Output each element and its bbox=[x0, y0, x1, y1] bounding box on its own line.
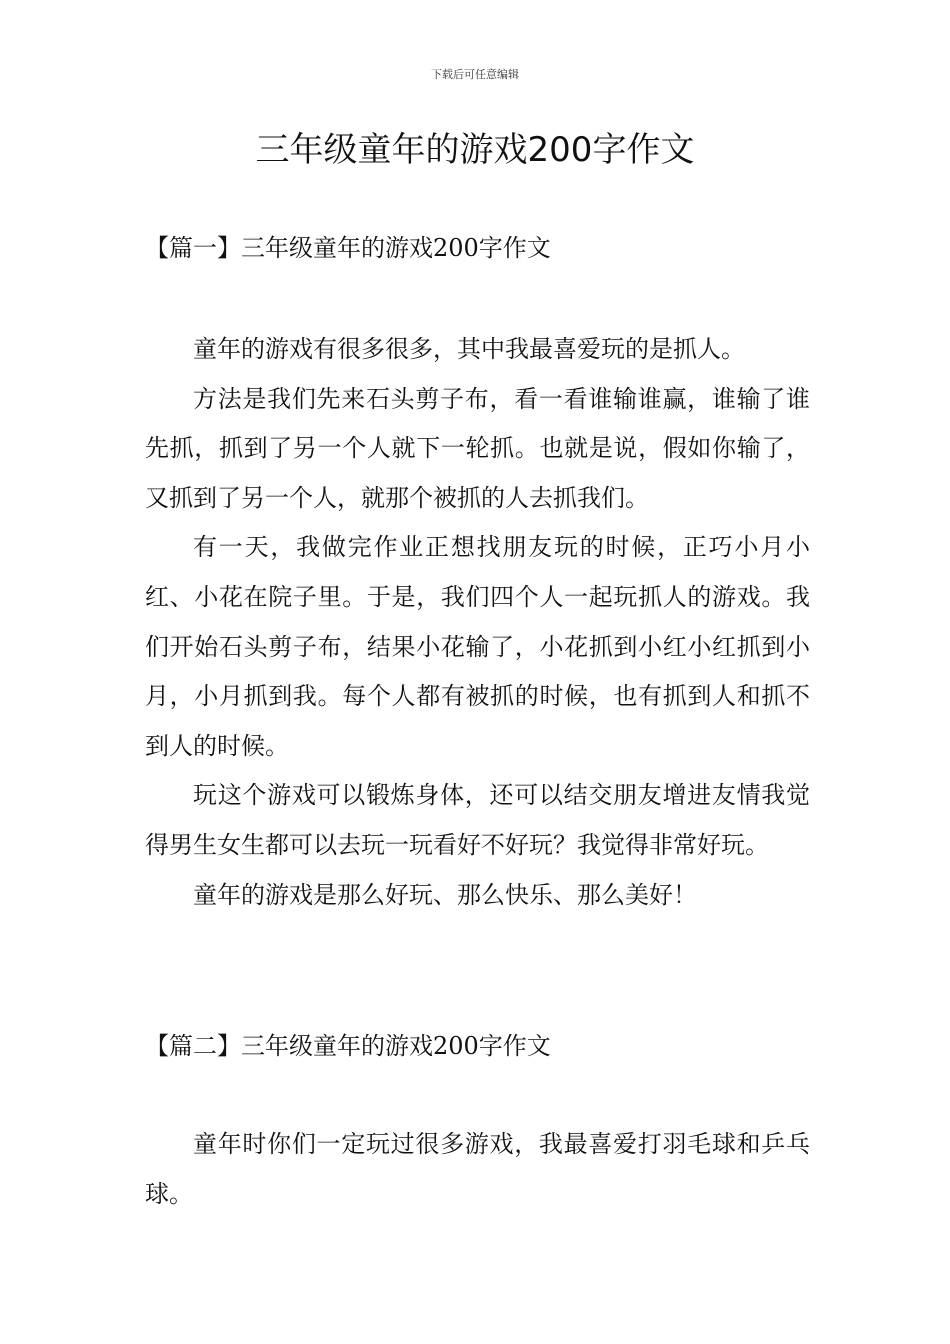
paragraph: 方法是我们先来石头剪子布，看一看谁输谁赢，谁输了谁先抓，抓到了另一个人就下一轮抓。也就是说，假如你输了，又抓到了另一个人，就那个被抓的人去抓我们。 bbox=[145, 384, 810, 512]
section-heading-1: 【篇一】三年级童年的游戏200字作文 bbox=[145, 234, 551, 262]
section-body-2 bbox=[145, 1120, 810, 1219]
header-note: 下载后可任意编辑 bbox=[431, 68, 519, 81]
paragraph: 童年的游戏是那么好玩、那么快乐、那么美好！ bbox=[193, 880, 697, 909]
paragraph: 童年的游戏有很多很多，其中我最喜爱玩的是抓人。 bbox=[193, 335, 745, 363]
paragraph: 童年时你们一定玩过很多游戏，我最喜爱打羽毛球和乒乓球。 bbox=[145, 1130, 810, 1208]
paragraph: 玩这个游戏可以锻炼身体，还可以结交朋友增进友情我觉得男生女生都可以去玩一玩看好不好玩？我觉得非常好玩。 bbox=[145, 781, 810, 859]
page-title: 三年级童年的游戏200字作文 bbox=[255, 130, 695, 170]
paragraph: 有一天，我做完作业正想找朋友玩的时候，正巧小月小红、小花在院子里。于是，我们四个人一起玩抓人的游戏。我们开始石头剪子布，结果小花输了，小花抓到小红小红抓到小月，小月抓到我。每个人都有被抓的时候，也有抓到人和抓不到人的时候。 bbox=[145, 533, 810, 760]
section-heading-2: 【篇二】三年级童年的游戏200字作文 bbox=[145, 1032, 551, 1060]
section-body-1 bbox=[145, 325, 810, 920]
